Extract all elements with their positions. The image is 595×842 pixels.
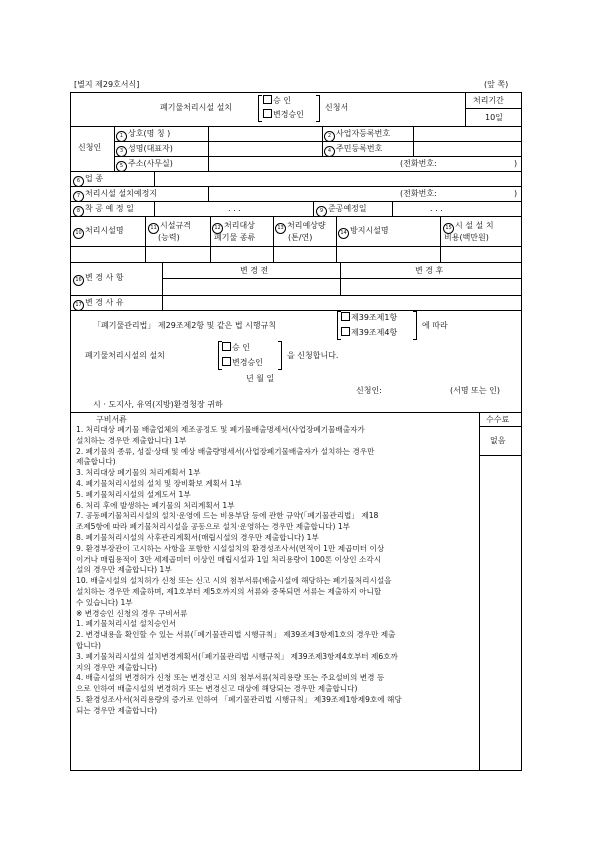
- document-item: 합니다): [76, 641, 101, 650]
- fee-column-divider: [479, 455, 480, 771]
- facility-name-header: 10 처리시설명: [73, 226, 124, 239]
- article-bracket-right: [413, 311, 417, 340]
- document-item: 2. 폐기물의 종류, 성질·상태 및 예상 배출량명세서(사업장폐기물배출자가 설치하는 경우만: [76, 446, 375, 456]
- change-reason-label: 17 변 경 사 유: [73, 298, 124, 311]
- prevention-facility-header: 14 방지시설명: [338, 226, 389, 239]
- document-item: 5. 환경성조사서(처리용량의 증가로 인하여 「폐기물관리법 시행규칙」 제39조제1항제9호에 해당: [76, 695, 402, 704]
- document-item: 10. 배출시설의 설치허가 신청 또는 신고 시의 첨부서류(배출시설에 해당하는 폐기물처리시설을: [76, 576, 392, 586]
- processing-period-value: 10일: [485, 113, 503, 122]
- document-item: 설의 경우만 제출합니다) 1부: [76, 565, 172, 575]
- completion-date-label: 9 준공예정일: [316, 204, 367, 217]
- checkbox[interactable]: [263, 95, 272, 104]
- document-item: 4. 폐기물처리시설의 설치 및 장비확보 계획서 1부: [76, 479, 242, 488]
- applicant-phone-label: (전화번호:: [400, 159, 437, 168]
- title-bracket-left: [258, 95, 262, 122]
- address-label: 5 주소(사무실): [116, 159, 173, 172]
- required-documents-title: 구비서류: [96, 415, 127, 424]
- install-site-label: 7 처리시설 설치예정지: [73, 189, 157, 202]
- document-item: 수 있습니다) 1부: [76, 597, 133, 607]
- install-cost-header: 15 시 설 설 치: [443, 221, 494, 234]
- fee-label: 수수료: [486, 415, 510, 424]
- document-item: 9. 환경부장관이 고시하는 사항을 포함한 시설설치의 환경성조사서(면적이 1만 제곱미터 이상: [76, 543, 385, 553]
- checkbox[interactable]: [341, 327, 350, 336]
- statement-line2-suffix: 을 신청합니다.: [287, 351, 339, 360]
- waste-type-header: 12 처리대상: [212, 221, 255, 234]
- facility-spec-header-2: (능력): [158, 233, 180, 242]
- install-phone-close: ): [514, 189, 518, 198]
- facility-spec-header: 11 시설규격: [148, 221, 191, 234]
- checkbox[interactable]: [222, 357, 231, 366]
- document-item: 지의 경우만 제출합니다): [76, 662, 158, 672]
- document-item: 6. 처리 후에 발생하는 폐기물의 처리계획서 1부: [76, 500, 235, 510]
- title-bracket-right: [316, 95, 320, 122]
- document-item: 으로 인하여 배출시설의 변경허가 또는 변경신고 대상에 해당되는 경우만 제출합니다): [76, 684, 358, 694]
- article-option-2[interactable]: 제39조제4항: [341, 327, 397, 338]
- trade-name-label: 1 상호(명 칭 ): [116, 129, 170, 142]
- install-cost-header-2: 비용(백만원): [444, 233, 489, 242]
- form-title: 폐기물처리시설 설치: [160, 103, 233, 112]
- document-item: 조제5항에 따라 폐기물처리시설을 공동으로 설치·운영하는 경우만 제출합니다) 1부: [76, 522, 351, 532]
- statement-line2-prefix: 폐기물처리시설의 설치: [85, 351, 165, 360]
- statement-line1-suffix: 에 따라: [422, 321, 448, 330]
- document-item: 되는 경우만 제출합니다): [76, 705, 158, 715]
- install-phone-label: (전화번호:: [400, 189, 437, 198]
- change-items-label: 16 변 경 사 항: [73, 273, 124, 286]
- statement-line1-prefix: 「폐기물관리법」 제29조제2항 및 같은 법 시행규칙: [93, 321, 277, 330]
- waste-type-header-2: 폐기물 종류: [214, 233, 256, 242]
- document-item: 2. 변경내용을 확인할 수 있는 서류(「폐기물관리법 시행규칙」 제39조제3항제1호의 경우만 제출: [76, 630, 396, 640]
- document-item: 설치하는 경우만 제출하며, 제1호부터 제5호까지의 서류와 중복되면 서류는 제출하지 아니할: [76, 587, 382, 596]
- checkbox[interactable]: [222, 342, 231, 351]
- approval-option[interactable]: 승 인: [222, 342, 250, 353]
- title-suffix: 신청서: [325, 103, 349, 112]
- fee-value: 없음: [490, 436, 506, 445]
- document-item: 4. 배출시설의 변경허가 신청 또는 변경신고 시의 첨부서류(처리용량 또는 주요설비의 변경 등: [76, 673, 385, 683]
- title-option-approval[interactable]: 승 인: [263, 95, 291, 106]
- business-type-label: 6 업 종: [73, 174, 103, 187]
- expected-amount-header: 13 처리예상량: [275, 221, 326, 234]
- document-item: 제출합니다): [76, 457, 116, 467]
- document-item: 7. 공동폐기물처리시설의 설치·운영에 드는 비용부담 등에 관한 규약(「폐기물관리법」 제18: [76, 511, 379, 521]
- biz-reg-no-label: 2 사업자등록번호: [324, 129, 390, 142]
- expected-amount-header-2: (톤/연): [288, 233, 313, 242]
- article-option-1[interactable]: 제39조제1항: [341, 312, 397, 323]
- title-option-change[interactable]: 변경승인: [263, 109, 304, 120]
- applicant-section-label: 신청인: [78, 143, 102, 152]
- change-before-header: 변 경 전: [240, 266, 269, 275]
- form-number: [별지 제29호서식]: [74, 80, 140, 89]
- applicant-phone-close: ): [514, 159, 518, 168]
- applicant-signature-label: 신청인:: [356, 386, 382, 395]
- completion-date-value[interactable]: . . .: [430, 204, 443, 213]
- document-item: 1. 폐기물처리시설 설치승인서: [76, 619, 177, 629]
- change-after-header: 변 경 후: [415, 266, 444, 275]
- document-item: 5. 폐기물처리시설의 설계도서 1부: [76, 489, 191, 499]
- start-date-value[interactable]: . . .: [228, 204, 241, 213]
- document-item: 설치하는 경우만 제출합니다) 1부: [76, 435, 187, 445]
- processing-period-label: 처리기간: [473, 96, 504, 105]
- start-date-label: 8 착 공 예 정 일: [73, 204, 134, 217]
- checkbox[interactable]: [341, 312, 350, 321]
- document-item: 8. 폐기물처리시설의 사후관리계획서(매립시설의 경우만 제출합니다) 1부: [76, 533, 319, 542]
- representative-name-label: 3 성명(대표자): [116, 144, 173, 157]
- approval-bracket-right: [278, 341, 282, 370]
- document-item: 3. 처리대상 폐기물의 처리계획서 1부: [76, 468, 201, 478]
- resident-no-label: 4 주민등록번호: [324, 144, 382, 157]
- application-date[interactable]: 년 월 일: [246, 374, 275, 383]
- checkbox[interactable]: [263, 109, 272, 118]
- addressee: 시 · 도지사, 유역(지방)환경청장 귀하: [93, 400, 223, 409]
- change-approval-option[interactable]: 변경승인: [222, 357, 263, 368]
- page-side-label: (앞 쪽): [484, 80, 509, 89]
- document-item: 3. 폐기물처리시설의 설치변경계획서(「폐기물관리법 시행규칙」 제39조제3항제4호부터 제6호까: [76, 651, 398, 661]
- signature-note: (서명 또는 인): [450, 386, 500, 395]
- document-item: 이거나 매립용적이 3만 세제곱미터 이상인 매립시설과 1일 처리용량이 100톤 이상인 소각시: [76, 554, 382, 564]
- document-item: ※ 변경승인 신청의 경우 구비서류: [76, 608, 188, 618]
- document-item: 1. 처리대상 폐기물 배출업체의 제조공정도 및 폐기물배출명세서(사업장폐기물배출자가: [76, 425, 365, 434]
